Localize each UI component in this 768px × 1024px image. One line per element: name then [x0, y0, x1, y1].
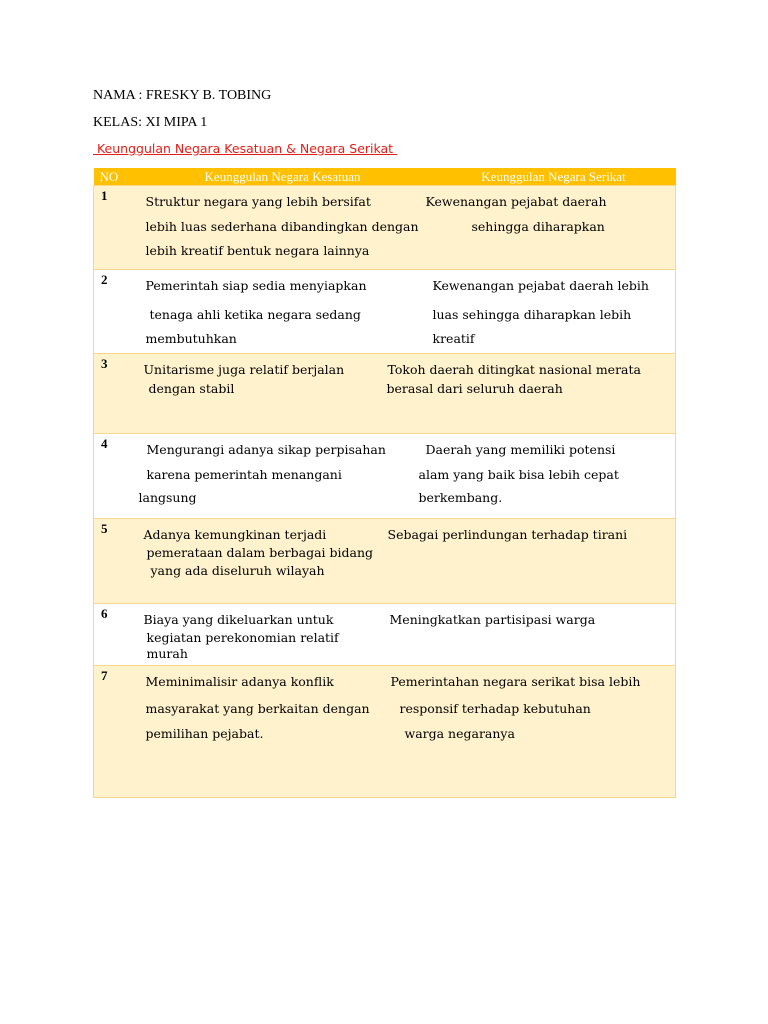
kesatuan-line: Unitarisme juga relatif berjalan	[143, 362, 345, 377]
table-row	[94, 666, 676, 798]
table-row	[94, 354, 676, 434]
kesatuan-line: Mengurangi adanya sikap perpisahan	[146, 442, 386, 457]
column-header-no: NO	[94, 168, 134, 186]
kesatuan-line: tenaga ahli ketika negara sedang	[149, 307, 361, 322]
table-row	[94, 270, 676, 354]
row-number: 5	[101, 521, 108, 536]
kesatuan-line: pemerataan dalam berbagai bidang	[146, 545, 374, 560]
kesatuan-line: Biaya yang dikeluarkan untuk	[143, 612, 334, 627]
kesatuan-line: pemilihan pejabat.	[145, 726, 264, 741]
kesatuan-line: masyarakat yang berkaitan dengan	[145, 701, 370, 716]
row-number: 3	[101, 356, 108, 371]
row-number: 7	[101, 668, 108, 683]
kesatuan-line: Struktur negara yang lebih bersifat	[145, 194, 371, 209]
table-row	[94, 434, 676, 519]
table-row	[94, 604, 676, 666]
kesatuan-line: dengan stabil	[148, 381, 235, 396]
row-number: 1	[101, 188, 108, 203]
kesatuan-line: karena pemerintah menangani	[146, 467, 342, 482]
table-row	[94, 186, 676, 270]
serikat-line: luas sehingga diharapkan lebih	[432, 307, 632, 322]
kesatuan-line: Pemerintah siap sedia menyiapkan	[145, 278, 367, 293]
serikat-line: sehingga diharapkan	[471, 219, 605, 234]
kesatuan-line: yang ada diseluruh wilayah	[150, 563, 325, 578]
document-heading: Keunggulan Negara Kesatuan & Negara Serikat	[93, 141, 398, 156]
serikat-line: Meningkatkan partisipasi warga	[389, 612, 596, 627]
kesatuan-line: Adanya kemungkinan terjadi	[143, 527, 327, 542]
kesatuan-line: kegiatan perekonomian relatif	[146, 630, 339, 645]
serikat-line: berasal dari seluruh daerah	[386, 381, 563, 396]
kesatuan-line: murah	[146, 646, 188, 661]
student-name: NAMA : FRESKY B. TOBING	[93, 88, 272, 103]
serikat-line: responsif terhadap kebutuhan	[399, 701, 591, 716]
row-number: 6	[101, 606, 108, 621]
serikat-line: kreatif	[432, 331, 475, 346]
kesatuan-line: lebih kreatif bentuk negara lainnya	[145, 243, 370, 258]
kesatuan-line: membutuhkan	[145, 331, 237, 346]
serikat-line: alam yang baik bisa lebih cepat	[418, 467, 619, 482]
serikat-line: Tokoh daerah ditingkat nasional merata	[387, 362, 641, 377]
serikat-line: Kewenangan pejabat daerah	[425, 194, 607, 209]
column-header-kesatuan: Keunggulan Negara Kesatuan	[134, 168, 432, 186]
table-row	[94, 519, 676, 604]
student-class: KELAS: XI MIPA 1	[93, 115, 208, 130]
row-number: 2	[101, 272, 108, 287]
column-header-serikat: Keunggulan Negara Serikat	[432, 168, 676, 186]
serikat-line: berkembang.	[418, 490, 503, 505]
row-number: 4	[101, 436, 108, 451]
comparison-table	[93, 168, 676, 798]
kesatuan-line: langsung	[138, 490, 197, 505]
serikat-line: warga negaranya	[404, 726, 515, 741]
kesatuan-line: lebih luas sederhana dibandingkan dengan	[145, 219, 419, 234]
kesatuan-line: Meminimalisir adanya konflik	[145, 674, 334, 689]
serikat-line: Daerah yang memiliki potensi	[425, 442, 616, 457]
serikat-line: Kewenangan pejabat daerah lebih	[432, 278, 649, 293]
table-header-row	[94, 168, 676, 186]
serikat-line: Sebagai perlindungan terhadap tirani	[387, 527, 628, 542]
serikat-line: Pemerintahan negara serikat bisa lebih	[390, 674, 641, 689]
